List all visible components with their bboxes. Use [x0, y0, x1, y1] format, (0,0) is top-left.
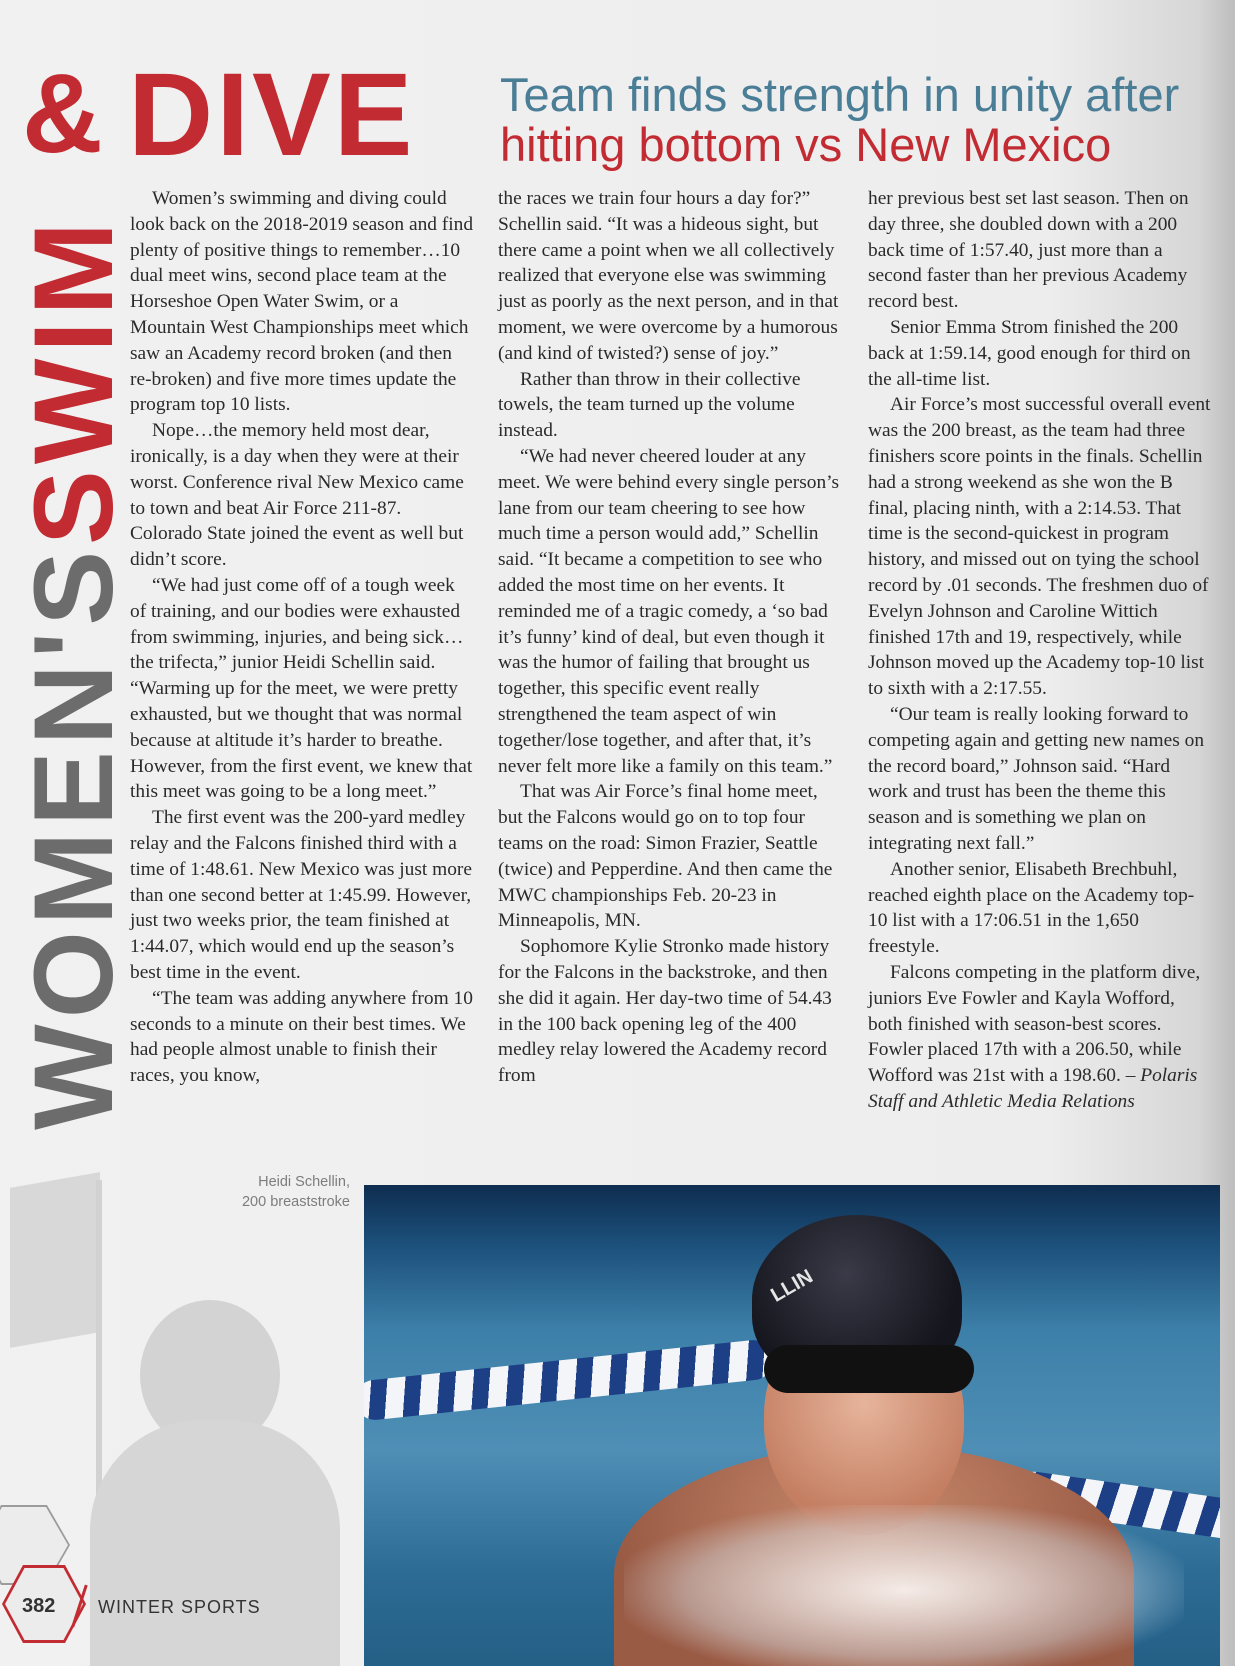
article-column-3: [868, 186, 1212, 1115]
article-column-2: [498, 186, 842, 1089]
paragraph-text: Falcons competing in the platform dive, juniors Eve Fowler and Kayla Wofford, both finished with season-best scores. Fowler placed 17th with a 206.50, while Wofford was 21st with a 198.60.: [868, 961, 1201, 1087]
paragraph: her previous best set last season. Then on day three, she doubled down with a 200 back time of 1:57.40, just more than a second faster than her previous Academy record best.: [868, 188, 1189, 313]
paragraph: “Our team is really looking forward to competing again and getting new names on the record board,” Johnson said. “Hard work and trust has been the theme this season and is something we plan on integrating next fall.”: [868, 703, 1205, 854]
figure-body-silhouette: [90, 1420, 340, 1666]
paragraph: the races we train four hours a day for?” Schellin said. “It was a hideous sight, but there came a point when we all collectively realized that everyone else was swimming just as poorly as the next person, and in that moment, we were overcome by a humorous (and kind of twisted?) sense of joy.”: [498, 188, 839, 364]
paragraph: “We had never cheered louder at any meet. We were behind every single person’s lane from our team cheering to see how much time a person would add,” Schellin said. “It became a competition to see who added the most time on her events. It reminded me of a tragic comedy, a ‘so bad it’s funny’ kind of deal, but even though it was the humor of failing that brought us together, this specific event really strengthened the team aspect of win together/lose together, and after that, it’s never felt more like a family on this team.”: [498, 445, 840, 777]
caption-line-2: 200 breaststroke: [241, 1194, 350, 1210]
paragraph: Nope…the memory held most dear, ironically, is a day when they were at their worst. Conference rival New Mexico came to town and beat Air Force 211-87. Colorado State joined the event as well but didn’t score.: [130, 420, 464, 571]
paragraph: Air Force’s most successful overall event was the 200 breast, as the team had three finishers score points in the finals. Schellin had a strong weekend as she won the B final, placing ninth, with a 2:14.53. That time is the second-quickest in program history, and missed out on tying the school record by .01 seconds. The freshmen duo of Evelyn Johnson and Caroline Wittich finished 17th and 19, respectively, while Johnson moved up the Academy top-10 list to sixth with a 2:17.55.: [868, 394, 1211, 700]
paragraph: The first event was the 200-yard medley relay and the Falcons finished third with a time of 1:48.61. New Mexico was just more than one second better at 1:45.99. However, just two weeks prior, the team finished at 1:44.07, which would end up the season’s best time in the event.: [130, 807, 472, 983]
cap-lettering: LLIN: [767, 1265, 817, 1307]
headline-line-1: Team finds strength in unity after: [500, 68, 1180, 121]
paragraph: Sophomore Kylie Stronko made history for the Falcons in the backstroke, and then she did it again. Her day-two time of 54.43 in the 100 back opening leg of the 400 medley relay lowered the Academy record from: [498, 936, 832, 1087]
vertical-title: [11, 50, 136, 1130]
paragraph: Senior Emma Strom finished the 200 back at 1:59.14, good enough for third on the all-time list.: [868, 316, 1191, 390]
byline: – Polaris Staff and Athletic Media Relations: [868, 1065, 1198, 1112]
paragraph: Rather than throw in their collective towels, the team turned up the volume instead.: [498, 368, 801, 442]
title-dive: DIVE: [128, 49, 416, 181]
title-womens: WOMEN'S: [11, 544, 136, 1130]
lane-rope-left: [364, 1338, 775, 1422]
title-ampersand: &: [22, 51, 103, 176]
flag-silhouette: [10, 1172, 100, 1348]
paragraph: “We had just come off of a tough week of training, and our bodies were exhausted from swimming, injuries, and being sick…the trifecta,” junior Heidi Schellin said. “Warming up for the meet, we were pretty exhausted, but we thought that was normal because at altitude it’s harder to breathe. However, from the first event, we knew that this meet was going to be a long meet.”: [130, 574, 473, 803]
paragraph: Another senior, Elisabeth Brechbuhl, reached eighth place on the Academy top-10 list with a 17:06.51 in the 1,650 freestyle.: [868, 858, 1195, 958]
page-number: 382: [22, 1595, 56, 1617]
photo-caption: [150, 1172, 350, 1212]
headline-line-2: hitting bottom vs New Mexico: [500, 118, 1112, 171]
water-splash: [624, 1505, 1184, 1666]
paragraph: Women’s swimming and diving could look back on the 2018-2019 season and find plenty of positive things to remember…10 dual meet wins, second place team at the Horseshoe Open Water Swim, or a Mountain West Championships meet which saw an Academy record broken (and then re-broken) and five more times update the program top 10 lists.: [130, 188, 474, 416]
title-swim: SWIM: [11, 216, 136, 545]
caption-line-1: Heidi Schellin,: [258, 1174, 350, 1190]
paragraph: That was Air Force’s final home meet, but the Falcons would go on to top four teams on the road: Simon Frazier, Seattle (twice) and Pepperdine. And then came the MWC championships Feb. 20-23 in Minneapolis, MN.: [498, 781, 833, 932]
article-column-1: [130, 186, 474, 1089]
swimmer-photo: [364, 1185, 1220, 1666]
goggles: [764, 1345, 974, 1393]
paragraph: [868, 960, 1212, 1115]
section-label: WINTER SPORTS: [98, 1597, 261, 1617]
headline: [500, 70, 1220, 170]
paragraph: “The team was adding anywhere from 10 seconds to a minute on their best times. We had people almost unable to finish their races, you know,: [130, 987, 473, 1087]
